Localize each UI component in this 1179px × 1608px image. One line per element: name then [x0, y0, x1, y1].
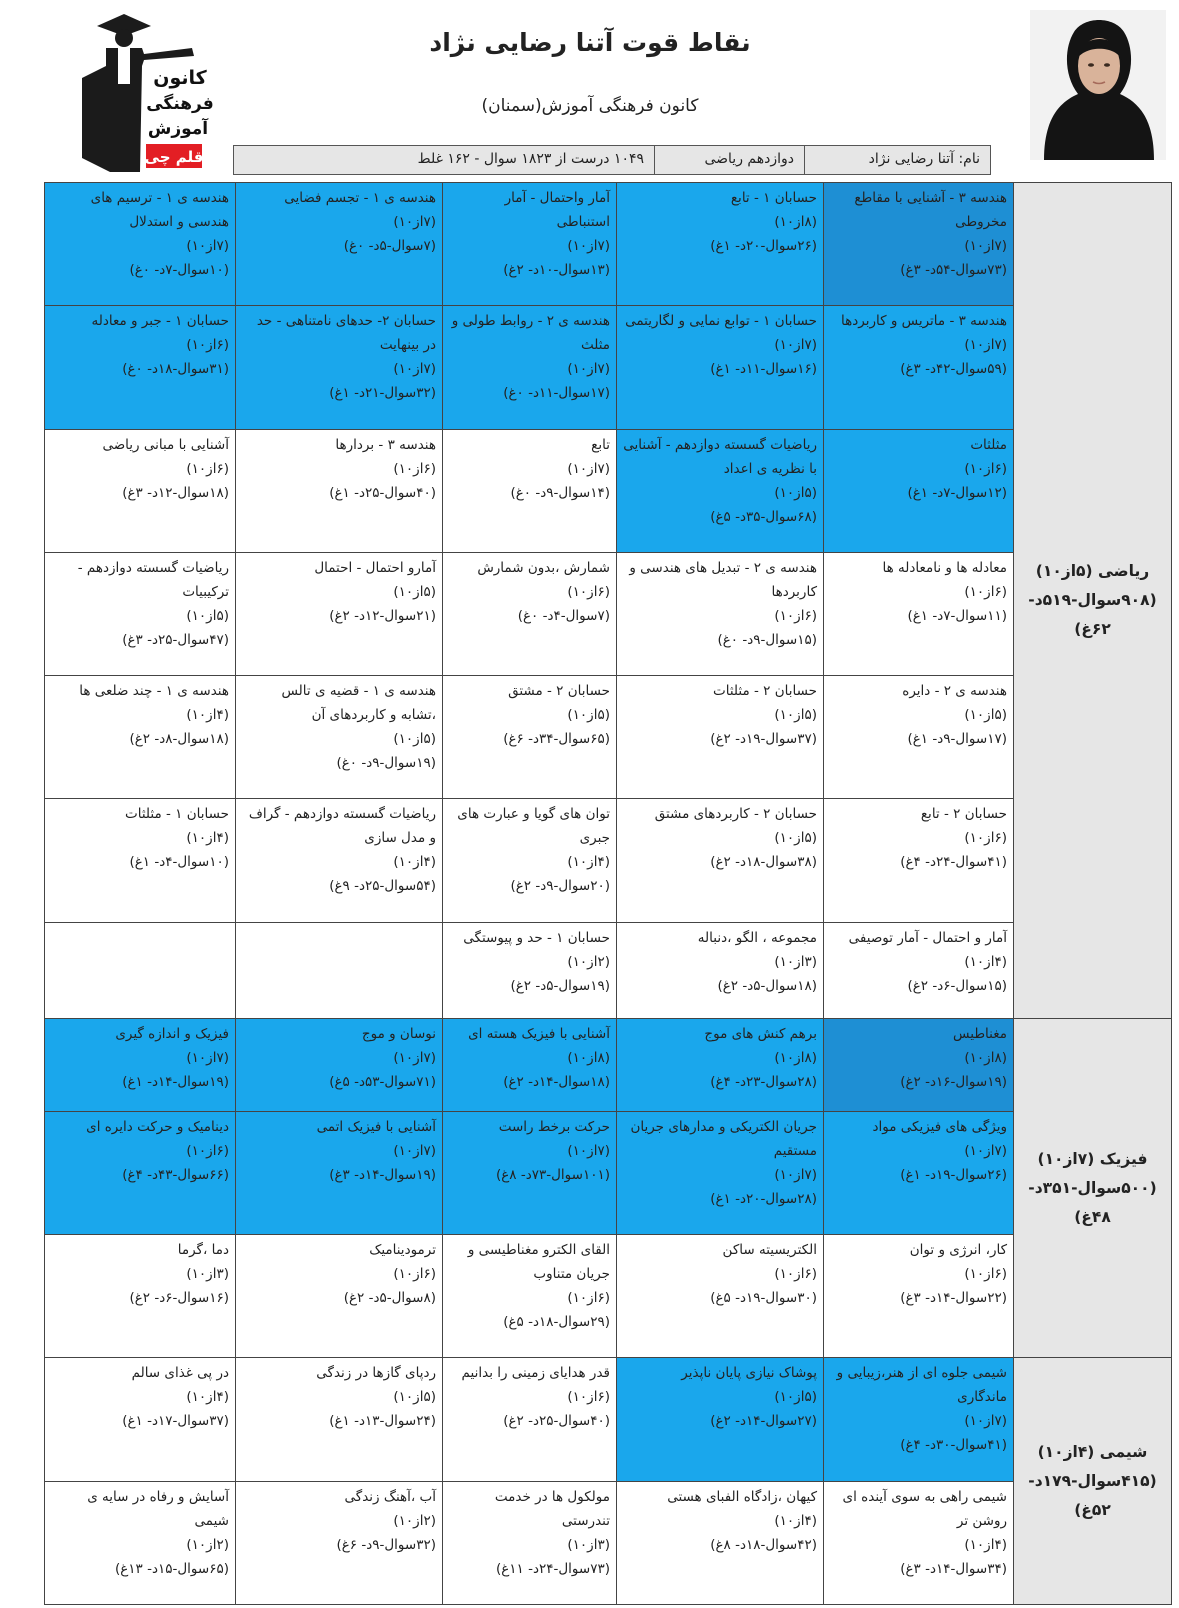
topic-cell: [45, 1481, 236, 1604]
topic-stats: (۴۱سوال-۳۰د- ۴غ): [900, 1437, 1007, 1454]
topic-cell: [617, 1358, 824, 1481]
topic-score: (۷از۱۰): [964, 238, 1007, 254]
topic-score: (۶از۱۰): [964, 830, 1007, 847]
topic-cell: [236, 799, 443, 922]
report-header: [0, 0, 1179, 180]
topic-stats: (۱۵سوال-۶د- ۲غ): [907, 977, 1007, 994]
topic-title: ریاضیات گسسته دوازدهم - گراف و مدل سازی: [248, 806, 436, 847]
topic-title: حسابان ۲ - کاربردهای مشتق: [654, 806, 817, 823]
topic-cell: [443, 1111, 617, 1234]
topic-title: هندسه ی ۱ - ترسیم های هندسی و استدلال: [90, 190, 229, 230]
table-row: [45, 799, 1172, 922]
topic-score: (۷از۱۰): [567, 361, 610, 378]
topic-stats: (۱۶سوال-۱۱د- ۱غ): [710, 361, 817, 378]
topic-cell: [617, 1111, 824, 1234]
topic-score: (۴از۱۰): [186, 1389, 229, 1406]
topic-cell: [45, 183, 236, 306]
student-info-bar: [233, 145, 991, 175]
topic-stats: (۲۶سوال-۱۹د- ۱غ): [900, 1166, 1007, 1183]
topic-score: (۷از۱۰): [186, 238, 229, 254]
topic-title: آب ،آهنگ زندگی: [344, 1488, 436, 1505]
topic-cell: [617, 429, 824, 552]
topic-score: (۶از۱۰): [393, 460, 436, 477]
topic-score: (۸از۱۰): [567, 1050, 610, 1067]
subject-summary-cell: [1014, 1019, 1172, 1358]
topic-cell: [236, 1235, 443, 1358]
table-row: [45, 183, 1172, 306]
topic-title: تابع: [591, 436, 610, 453]
topic-title: هندسه ی ۲ - تبدیل های هندسی و کاربردها: [629, 559, 817, 600]
topic-stats: (۶۵سوال-۱۵د- ۱۳غ): [114, 1560, 229, 1577]
topic-stats: (۱۹سوال-۹د- ۰غ): [336, 755, 436, 772]
topic-score: (۴از۱۰): [774, 1512, 817, 1529]
topic-stats: (۱۰سوال-۴د- ۱غ): [129, 854, 229, 871]
topic-title: الکتریسیته ساکن: [722, 1242, 817, 1259]
topic-cell: [443, 183, 617, 306]
topic-score: (۷از۱۰): [964, 1413, 1007, 1430]
topic-stats: (۱۳سوال-۱۰د- ۲غ): [503, 262, 610, 278]
topic-cell: [824, 1481, 1014, 1604]
topic-title: مثلثات: [970, 436, 1007, 453]
topic-score: (۸از۱۰): [774, 1050, 817, 1067]
topic-stats: (۷۳سوال-۵۴د- ۳غ): [900, 262, 1007, 278]
topic-stats: (۵۴سوال-۲۵د- ۹غ): [329, 878, 436, 895]
topic-stats: (۱۸سوال-۱۲د- ۳غ): [122, 484, 229, 501]
topic-title: آمار واحتمال - آمار استنباطی: [504, 190, 610, 230]
topic-cell: [443, 552, 617, 675]
topic-stats: (۱۰۱سوال-۷۳د- ۸غ): [495, 1166, 610, 1183]
topic-score: (۳از۱۰): [186, 1266, 229, 1283]
topic-title: القای الکترو مغناطیسی و جریان متناوب: [467, 1242, 610, 1283]
topic-cell: [236, 922, 443, 1019]
topic-title: پوشاک نیازی پایان ناپذیر: [681, 1365, 817, 1382]
topic-stats: (۱۵سوال-۹د- ۰غ): [717, 631, 817, 648]
topic-title: فیزیک و اندازه گیری: [115, 1026, 229, 1043]
topic-score: (۷از۱۰): [393, 1142, 436, 1159]
topic-title: شیمی راهی به سوی آینده ای روشن تر: [842, 1488, 1007, 1529]
topic-title: آشنایی با فیزیک اتمی: [316, 1118, 436, 1135]
topic-title: مغناطیس: [953, 1026, 1007, 1043]
topic-stats: (۱۸سوال-۱۴د- ۲غ): [503, 1074, 610, 1091]
topic-score: (۲از۱۰): [186, 1536, 229, 1553]
topic-stats: (۲۸سوال-۲۳د- ۴غ): [710, 1074, 817, 1091]
topic-score: (۶از۱۰): [186, 337, 229, 354]
topic-cell: [617, 1481, 824, 1604]
table-row: [45, 552, 1172, 675]
topic-title: هندسه ۳ - آشنایی با مقاطع مخروطی: [854, 190, 1007, 230]
topic-cell: [824, 1111, 1014, 1234]
topic-cell: [236, 1111, 443, 1234]
topic-cell: [617, 799, 824, 922]
topic-score: (۷از۱۰): [567, 460, 610, 477]
topic-title: شیمی جلوه ای از هنر،زیبایی و ماندگاری: [836, 1365, 1007, 1406]
subject-summary-cell: [1014, 1358, 1172, 1605]
topic-cell: [824, 1235, 1014, 1358]
topic-cell: [443, 1019, 617, 1111]
topic-stats: (۴۷سوال-۲۵د- ۳غ): [122, 631, 229, 648]
topic-stats: (۳۸سوال-۱۸د- ۲غ): [710, 854, 817, 871]
topic-title: قدر هدایای زمینی را بدانیم: [461, 1365, 610, 1382]
topic-cell: [236, 676, 443, 799]
topic-cell: [45, 1235, 236, 1358]
topic-cell: [617, 183, 824, 306]
topic-title: ریاضیات گسسته دوازدهم - آشنایی با نظریه ی اعداد: [623, 436, 817, 477]
table-row: [45, 1235, 1172, 1358]
topic-cell: [45, 676, 236, 799]
topic-stats: (۱۸سوال-۵د- ۲غ): [717, 977, 817, 994]
topic-stats: (۲۷سوال-۱۴د- ۲غ): [710, 1413, 817, 1430]
overall-stats: ۱۰۴۹ درست از ۱۸۲۳ سوال - ۱۶۲ غلط: [417, 151, 644, 167]
topic-title: توان های گویا و عبارت های جبری: [457, 806, 610, 847]
topic-stats: (۱۹سوال-۱۴د- ۳غ): [329, 1166, 436, 1183]
topic-cell: [443, 1235, 617, 1358]
topic-title: جریان الکتریکی و مدارهای جریان مستقیم: [630, 1118, 817, 1159]
topic-title: حسابان ۲ - تابع: [920, 806, 1007, 823]
student-grade: دوازدهم ریاضی: [654, 146, 804, 174]
topic-title: هندسه ۳ - ماتریس و کاربردها: [841, 313, 1007, 330]
student-name: نام: آتنا رضایی نژاد: [804, 146, 990, 174]
topic-title: دینامیک و حرکت دایره ای: [86, 1118, 229, 1135]
topic-score: (۵از۱۰): [186, 607, 229, 624]
topic-cell: [236, 552, 443, 675]
topic-stats: (۷سوال-۵د- ۰غ): [343, 238, 436, 254]
topic-cell: [824, 429, 1014, 552]
topic-title: آمارو احتمال - احتمال: [314, 559, 436, 576]
topic-title: حسابان ۱ - توابع نمایی و لگاریتمی: [625, 313, 817, 330]
svg-text:قلم چی: قلم چی: [144, 148, 204, 166]
topic-cell: [824, 922, 1014, 1019]
topic-cell: [236, 1481, 443, 1604]
page-title: نقاط قوت آتنا رضایی نژاد: [429, 28, 751, 57]
strengths-table: [44, 182, 1172, 1605]
topic-title: حسابان ۲ - مشتق: [508, 683, 610, 700]
topic-stats: (۱۱سوال-۷د- ۱غ): [907, 607, 1007, 624]
topic-score: (۷از۱۰): [393, 361, 436, 378]
topic-score: (۲از۱۰): [567, 953, 610, 970]
topic-score: (۵از۱۰): [393, 1389, 436, 1406]
topic-stats: (۱۹سوال-۵د- ۲غ): [510, 977, 610, 994]
topic-stats: (۲۹سوال-۱۸د- ۵غ): [503, 1314, 610, 1331]
table-row: [45, 922, 1172, 1019]
topic-stats: (۲۱سوال-۱۲د- ۲غ): [329, 607, 436, 624]
topic-stats: (۱۶سوال-۶د- ۲غ): [129, 1290, 229, 1307]
topic-cell: [617, 1019, 824, 1111]
topic-cell: [443, 799, 617, 922]
topic-score: (۸از۱۰): [774, 214, 817, 230]
topic-cell: [45, 1358, 236, 1481]
topic-stats: (۶۵سوال-۳۴د- ۶غ): [503, 731, 610, 748]
topic-cell: [443, 922, 617, 1019]
topic-title: حسابان ۲- حدهای نامتناهی - حد در بینهایت: [256, 313, 436, 354]
topic-stats: (۳۲سوال-۲۱د- ۱غ): [329, 385, 436, 402]
topic-stats: (۳۷سوال-۱۹د- ۲غ): [710, 731, 817, 748]
topic-score: (۶از۱۰): [186, 1142, 229, 1159]
svg-text:آموزش: آموزش: [147, 119, 209, 139]
topic-title: هندسه ی ۱ - چند ضلعی ها: [79, 683, 229, 700]
student-photo: [1030, 10, 1166, 160]
topic-title: در پی غذای سالم: [131, 1365, 229, 1382]
topic-stats: (۲۴سوال-۱۳د- ۱غ): [329, 1413, 436, 1430]
topic-title: دما ،گرما: [177, 1242, 229, 1259]
topic-cell: [236, 1019, 443, 1111]
topic-score: (۷از۱۰): [567, 238, 610, 254]
topic-stats: (۳۴سوال-۱۴د- ۳غ): [900, 1560, 1007, 1577]
topic-cell: [236, 429, 443, 552]
topic-title: حرکت برخط راست: [498, 1118, 610, 1135]
topic-score: (۷از۱۰): [567, 1142, 610, 1159]
topic-cell: [45, 1019, 236, 1111]
topic-title: ردپای گازها در زندگی: [316, 1365, 436, 1382]
topic-title: حسابان ۱ - جبر و معادله: [91, 313, 229, 330]
topic-score: (۴از۱۰): [964, 953, 1007, 970]
topic-score: (۶از۱۰): [964, 460, 1007, 477]
topic-cell: [443, 429, 617, 552]
subject-summary-label: فیزیک (۷از۱۰) (۵۰۰سوال-۳۵۱د- ۴۸غ): [1028, 1149, 1157, 1226]
table-row: [45, 1019, 1172, 1111]
topic-stats: (۳۷سوال-۱۷د- ۱غ): [122, 1413, 229, 1430]
table-row: [45, 429, 1172, 552]
svg-text:فرهنگی: فرهنگی: [146, 94, 214, 114]
topic-stats: (۱۷سوال-۹د- ۱غ): [907, 731, 1007, 748]
topic-score: (۶از۱۰): [567, 1389, 610, 1406]
topic-score: (۷از۱۰): [964, 337, 1007, 354]
topic-stats: (۴۱سوال-۲۴د- ۴غ): [900, 854, 1007, 871]
topic-title: آشنایی با مبانی ریاضی: [102, 436, 229, 453]
topic-score: (۴از۱۰): [186, 830, 229, 847]
topic-score: (۵از۱۰): [774, 1389, 817, 1406]
topic-score: (۵از۱۰): [567, 707, 610, 724]
topic-cell: [824, 799, 1014, 922]
table-row: [45, 1481, 1172, 1604]
topic-cell: [824, 676, 1014, 799]
topic-cell: [45, 1111, 236, 1234]
topic-stats: (۲۸سوال-۲۰د- ۱غ): [710, 1190, 817, 1207]
topic-title: هندسه ۳ - بردارها: [335, 436, 436, 453]
institute-name: کانون فرهنگی آموزش(سمنان): [481, 96, 699, 116]
topic-stats: (۳۲سوال-۹د- ۶غ): [336, 1536, 436, 1553]
topic-score: (۸از۱۰): [964, 1050, 1007, 1067]
topic-stats: (۵۹سوال-۴۲د- ۳غ): [900, 361, 1007, 378]
topic-stats: (۱۷سوال-۱۱د- ۰غ): [503, 385, 610, 402]
topic-cell: [45, 799, 236, 922]
topic-stats: (۱۸سوال-۸د- ۲غ): [129, 731, 229, 748]
topic-score: (۶از۱۰): [567, 583, 610, 600]
subject-summary-cell: [1014, 183, 1172, 1019]
topic-score: (۷از۱۰): [393, 214, 436, 230]
topic-cell: [617, 552, 824, 675]
topic-cell: [824, 552, 1014, 675]
topic-title: هندسه ی ۱ - تجسم فضایی: [284, 190, 436, 206]
topic-cell: [45, 306, 236, 429]
topic-cell: [824, 1019, 1014, 1111]
topic-title: ریاضیات گسسته دوازدهم - ترکیبیات: [77, 559, 229, 600]
topic-stats: (۴۰سوال-۲۵د- ۱غ): [329, 484, 436, 501]
topic-score: (۶از۱۰): [567, 1290, 610, 1307]
topic-score: (۷از۱۰): [964, 1142, 1007, 1159]
topic-title: نوسان و موج: [361, 1026, 436, 1043]
topic-score: (۳از۱۰): [774, 953, 817, 970]
topic-stats: (۱۹سوال-۱۶د- ۲غ): [900, 1074, 1007, 1091]
topic-title: معادله ها و نامعادله ها: [882, 559, 1007, 576]
topic-cell: [443, 1481, 617, 1604]
topic-score: (۴از۱۰): [567, 854, 610, 871]
topic-stats: (۱۲سوال-۷د- ۱غ): [907, 484, 1007, 501]
topic-stats: (۱۴سوال-۹د- ۰غ): [510, 484, 610, 501]
subject-summary-label: شیمی (۴از۱۰) (۴۱۵سوال-۱۷۹د- ۵۲غ): [1028, 1442, 1157, 1519]
topic-title: ویژگی های فیزیکی مواد: [872, 1118, 1007, 1135]
topic-title: شمارش ،بدون شمارش: [477, 559, 610, 576]
topic-title: حسابان ۱ - مثلثات: [125, 806, 229, 823]
topic-title: ترمودینامیک: [369, 1242, 436, 1259]
topic-score: (۳از۱۰): [567, 1536, 610, 1553]
topic-stats: (۶۸سوال-۳۵د- ۵غ): [710, 508, 817, 525]
topic-title: آشنایی با فیزیک هسته ای: [468, 1026, 610, 1043]
topic-stats: (۱۹سوال-۱۴د- ۱غ): [122, 1074, 229, 1091]
kanoon-logo: [82, 8, 214, 172]
topic-score: (۴از۱۰): [964, 1536, 1007, 1553]
topic-score: (۶از۱۰): [964, 583, 1007, 600]
topic-score: (۵از۱۰): [774, 707, 817, 724]
subject-summary-label: ریاضی (۵از۱۰) (۹۰۸سوال-۵۱۹د- ۶۲غ): [1028, 562, 1157, 639]
topic-score: (۵از۱۰): [393, 731, 436, 748]
table-row: [45, 1358, 1172, 1481]
topic-title: حسابان ۱ - تابع: [730, 190, 817, 206]
topic-stats: (۳۰سوال-۱۹د- ۵غ): [710, 1290, 817, 1307]
topic-score: (۵از۱۰): [774, 484, 817, 501]
topic-cell: [443, 1358, 617, 1481]
topic-stats: (۲۰سوال-۹د- ۲غ): [510, 878, 610, 895]
topic-stats: (۸سوال-۵د- ۲غ): [343, 1290, 436, 1307]
topic-cell: [617, 306, 824, 429]
topic-title: کار، انرژی و توان: [909, 1242, 1007, 1259]
topic-title: کیهان ،زادگاه الفبای هستی: [667, 1488, 817, 1505]
topic-title: هندسه ی ۲ - روابط طولی و مثلث: [451, 313, 610, 354]
topic-score: (۲از۱۰): [393, 1512, 436, 1529]
topic-score: (۶از۱۰): [774, 1266, 817, 1283]
topic-cell: [443, 306, 617, 429]
topic-cell: [45, 429, 236, 552]
topic-cell: [45, 922, 236, 1019]
topic-score: (۷از۱۰): [774, 1166, 817, 1183]
topic-title: هندسه ی ۲ - دایره: [902, 683, 1007, 700]
topic-score: (۷از۱۰): [774, 337, 817, 354]
table-row: [45, 306, 1172, 429]
topic-title: حسابان ۲ - مثلثات: [713, 683, 817, 700]
topic-cell: [824, 1358, 1014, 1481]
topic-stats: (۷۱سوال-۵۳د- ۵غ): [329, 1074, 436, 1091]
topic-title: مجموعه ، الگو ،دنباله: [697, 929, 817, 946]
topic-score: (۶از۱۰): [186, 460, 229, 477]
topic-stats: (۱۰سوال-۷د- ۰غ): [129, 262, 229, 278]
topic-cell: [617, 676, 824, 799]
topic-title: آمار و احتمال - آمار توصیفی: [848, 929, 1007, 946]
topic-cell: [617, 1235, 824, 1358]
topic-title: برهم کنش های موج: [704, 1026, 817, 1043]
topic-stats: (۲۶سوال-۲۰د- ۱غ): [710, 238, 817, 254]
table-row: [45, 1111, 1172, 1234]
topic-stats: (۷۳سوال-۲۴د- ۱۱غ): [495, 1560, 610, 1577]
topic-score: (۶از۱۰): [964, 1266, 1007, 1283]
topic-cell: [824, 183, 1014, 306]
topic-cell: [443, 676, 617, 799]
topic-stats: (۴۰سوال-۲۵د- ۲غ): [503, 1413, 610, 1430]
svg-text:کانون: کانون: [153, 67, 207, 89]
topic-score: (۷از۱۰): [393, 1050, 436, 1067]
topic-cell: [236, 183, 443, 306]
topic-title: هندسه ی ۱ - قضیه ی تالس ،تشابه و کاربردهای آن: [281, 683, 436, 724]
topic-cell: [617, 922, 824, 1019]
topic-score: (۶از۱۰): [774, 607, 817, 624]
topic-cell: [45, 552, 236, 675]
topic-cell: [236, 1358, 443, 1481]
topic-stats: (۶۶سوال-۴۳د- ۴غ): [122, 1166, 229, 1183]
table-row: [45, 676, 1172, 799]
topic-score: (۴از۱۰): [393, 854, 436, 871]
topic-stats: (۳۱سوال-۱۸د- ۰غ): [122, 361, 229, 378]
topic-cell: [824, 306, 1014, 429]
topic-score: (۶از۱۰): [393, 1266, 436, 1283]
topic-score: (۵از۱۰): [393, 583, 436, 600]
topic-title: آسایش و رفاه در سایه ی شیمی: [87, 1488, 229, 1529]
topic-stats: (۲۲سوال-۱۴د- ۳غ): [900, 1290, 1007, 1307]
topic-score: (۵از۱۰): [774, 830, 817, 847]
topic-score: (۴از۱۰): [186, 707, 229, 724]
topic-title: حسابان ۱ - حد و پیوستگی: [463, 929, 610, 946]
topic-stats: (۷سوال-۴د- ۰غ): [517, 607, 610, 624]
topic-score: (۵از۱۰): [964, 707, 1007, 724]
topic-score: (۷از۱۰): [186, 1050, 229, 1067]
topic-stats: (۴۲سوال-۱۸د- ۸غ): [710, 1536, 817, 1553]
topic-cell: [236, 306, 443, 429]
topic-title: مولکول ها در خدمت تندرستی: [494, 1488, 610, 1529]
